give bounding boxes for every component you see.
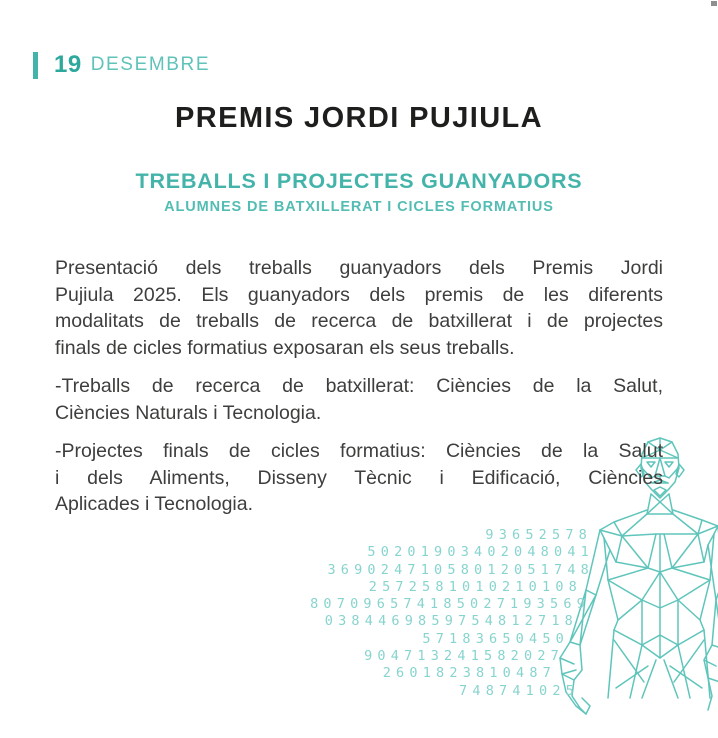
text-line: finals de cicles formatius exposaran els seus treballs. [55, 336, 515, 359]
text-line: Ciències Naturals i Tecnologia. [55, 401, 322, 424]
digit-row: 904713241582027 [364, 648, 564, 665]
digit-row: 36902471058012051748 [327, 561, 594, 578]
event-description [55, 255, 663, 530]
text-line: modalitats de treballs de recerca de batxillerat i de projectes [55, 310, 663, 332]
digit-row: 57183650450 [422, 630, 569, 647]
event-audience: ALUMNES DE BATXILLERAT I CICLES FORMATIUS [164, 199, 554, 215]
date-accent-bar [33, 52, 38, 79]
digit-row: 93652578 [485, 527, 592, 543]
digit-row: 50201903402048041 [367, 544, 594, 561]
date-month: DESEMBRE [90, 54, 211, 75]
text-line: Pujiula 2025. Els guanyadors dels premis de les diferents [55, 283, 663, 306]
paragraph-intro [55, 255, 663, 361]
text-line: i dels Aliments, Disseny Tècnic i Edificació, Ciències [55, 466, 663, 489]
text-line: Presentació dels treballs guanyadors dels Premis Jordi [55, 257, 663, 279]
text-line: -Projectes finals de cicles formatius: Ciències de la Salut [55, 440, 663, 462]
digit-row: 807096574185027193569 [310, 596, 590, 613]
date-header [33, 51, 210, 79]
digit-art-decoration [310, 527, 594, 700]
page-corner-mark [711, 1, 717, 6]
digit-row: 748741025 [459, 682, 579, 699]
digit-row: 2572581010210108 [368, 578, 582, 595]
paragraph-treballs-recerca [55, 373, 663, 426]
text-line: -Treballs de recerca de batxillerat: Ciències de la Salut, [55, 375, 663, 397]
page-title: PREMIS JORDI PUJIULA [175, 102, 543, 134]
digit-row: 2601823810487 [382, 665, 556, 682]
digit-row: 0384469859754812718 [324, 613, 578, 630]
date-day: 19 [54, 51, 82, 78]
event-subtitle: TREBALLS I PROJECTES GUANYADORS [135, 169, 583, 193]
paragraph-projectes-finals [55, 438, 663, 518]
text-line: Aplicades i Tecnologia. [55, 493, 254, 515]
